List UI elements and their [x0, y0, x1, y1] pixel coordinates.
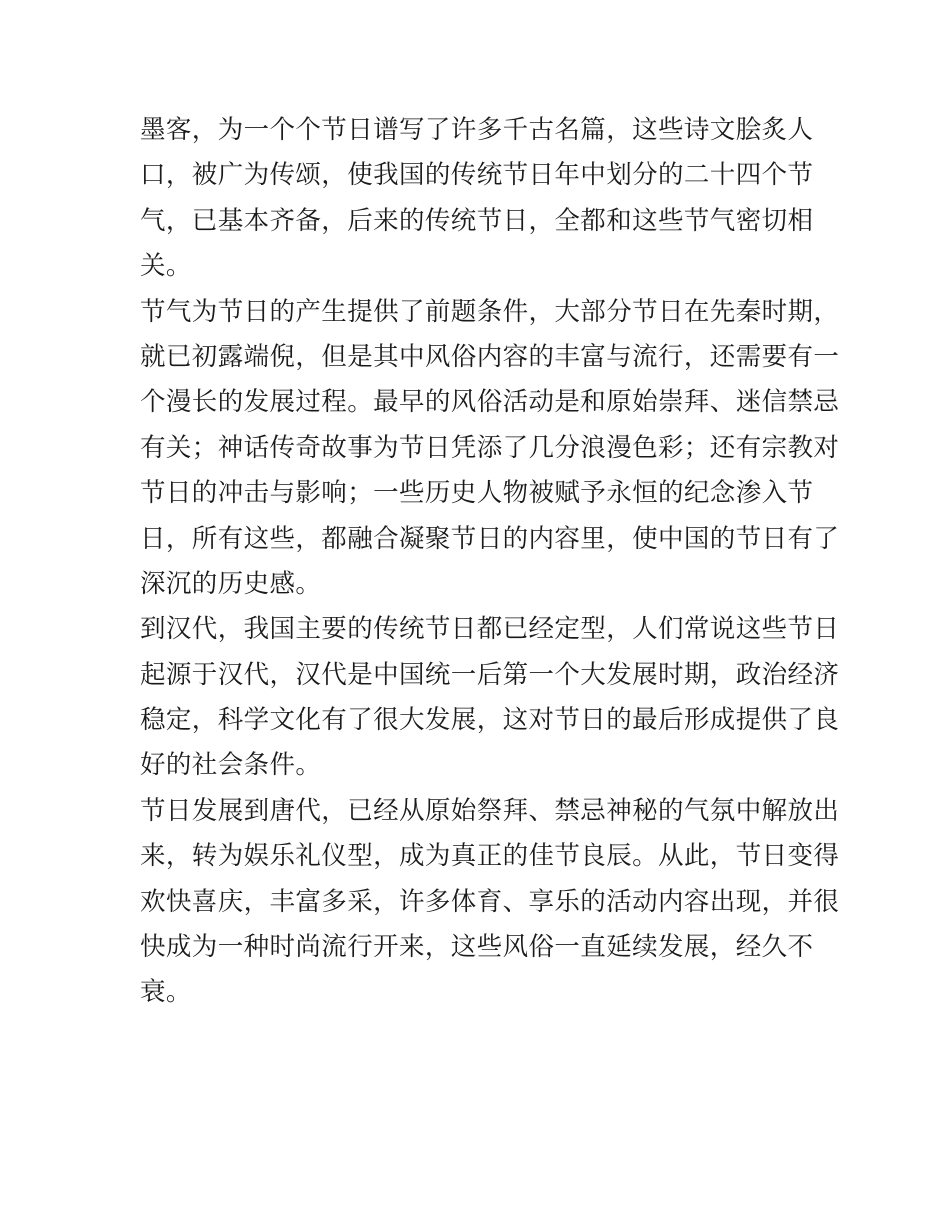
text-line: 节日的冲击与影响；一些历史人物被赋予永恒的纪念渗入节	[140, 478, 814, 509]
text-line: 有关；神话传奇故事为节日凭添了几分浪漫色彩；还有宗教对	[140, 432, 840, 463]
text-line: 稳定，科学文化有了很大发展，这对节日的最后形成提供了良	[140, 705, 840, 736]
text-line: 起源于汉代，汉代是中国统一后第一个大发展时期，政治经济	[140, 659, 840, 690]
text-line: 关。	[140, 251, 192, 282]
text-line: 个漫长的发展过程。最早的风俗活动是和原始崇拜、迷信禁忌	[140, 387, 840, 418]
body-text	[140, 108, 840, 1016]
text-line: 到汉代，我国主要的传统节日都已经定型，人们常说这些节日	[140, 614, 840, 645]
text-line: 深沉的历史感。	[140, 568, 322, 599]
text-line: 就已初露端倪，但是其中风俗内容的丰富与流行，还需要有一	[140, 341, 840, 372]
text-line: 气，已基本齐备，后来的传统节日，全都和这些节气密切相	[140, 205, 814, 236]
text-line: 口，被广为传颂，使我国的传统节日年中划分的二十四个节	[140, 160, 814, 191]
text-line: 快成为一种时尚流行开来，这些风俗一直延续发展，经久不	[140, 932, 814, 963]
text-line: 衰。	[140, 977, 192, 1008]
text-line: 日，所有这些，都融合凝聚节日的内容里，使中国的节日有了	[140, 523, 840, 554]
text-line: 墨客，为一个个节日谱写了许多千古名篇，这些诗文脍炙人	[140, 115, 814, 145]
text-line: 好的社会条件。	[140, 750, 322, 781]
text-line: 节气为节日的产生提供了前题条件，大部分节日在先秦时期，	[140, 296, 840, 327]
text-line: 欢快喜庆，丰富多采，许多体育、享乐的活动内容出现，并很	[140, 886, 840, 917]
text-line: 来，转为娱乐礼仪型，成为真正的佳节良辰。从此，节日变得	[140, 841, 840, 872]
text-line: 节日发展到唐代，已经从原始祭拜、禁忌神秘的气氛中解放出	[140, 795, 840, 826]
